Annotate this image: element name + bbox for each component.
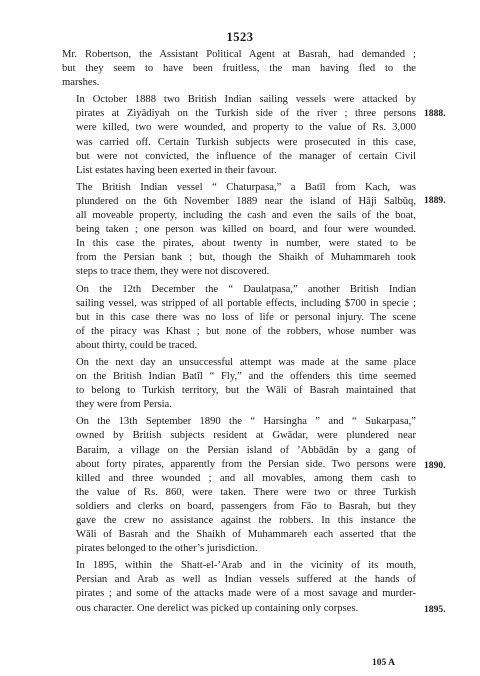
paragraph (62, 181, 416, 280)
page-number: 1523 (226, 30, 254, 44)
text-line: In 1895, within the Shatt-el-’Arab and in the vicinity of its mouth, (76, 560, 416, 572)
text-line: The British Indian vessel “ Chaturpasa,” a Batīl from Kach, was (76, 181, 416, 193)
text-line: to belong to Turkish territory, but the Wāli of Basrah maintained that (76, 385, 416, 397)
text-line: but were not convicted, the influence of the manager of certain Civil (76, 150, 416, 162)
text-line: In this case the pirates, about twenty in number, were stated to be (76, 238, 416, 250)
paragraph (62, 415, 416, 556)
text-line: List estates having been exerted in their favour. (76, 164, 277, 176)
text-line: On the 12th December the “ Daulatpasa,” another British Indian (76, 283, 416, 295)
text-line: on the British Indian Batīl “ Fly,” and the offenders this time seemed (76, 371, 416, 383)
text-line: Baraim, a village on the Persian island of ’Abbādān by a gang of (76, 444, 416, 456)
text-line: gave the crew no assistance against the robbers. In this instance the (76, 515, 416, 526)
paragraph (62, 283, 416, 353)
text-line: of the piracy was Khast ; but none of the robbers, whose number was (76, 325, 416, 337)
text-line: they were from Persia. (76, 399, 172, 411)
text-line: owned by British subjects resident at Gwādar, were plundered near (76, 430, 416, 442)
margin-year-note: 1895. (424, 604, 446, 615)
text-line: soldiers and clerks on board, passengers from Fāo to Basrah, but they (76, 500, 416, 512)
text-line: all moveable property, including the cash and even the sails of the boat, (76, 210, 416, 222)
text-line: ous character. One derelict was picked up containing only corpses. (76, 602, 359, 614)
text-line: killed and three wounded ; and all movables, among them cash to (76, 472, 416, 484)
text-line: On the 13th September 1890 the “ Harsingha ” and “ Sukarpasa,” (76, 416, 416, 428)
text-line: In October 1888 two British Indian sailing vessels were attacked by (76, 94, 416, 106)
text-line: steps to trace them, they were not discovered. (76, 266, 270, 278)
margin-year-note: 1888. (424, 108, 446, 119)
body-text (62, 48, 416, 619)
text-line: Mr. Robertson, the Assistant Political Agent at Basrah, had demanded ; (62, 49, 416, 60)
text-line: about forty pirates, apparently from the Persian side. Two persons were (76, 458, 416, 470)
text-line: plundered on the 6th November 1889 near the island of Hāji Salbūq, (76, 195, 416, 207)
text-line: being taken ; one person was killed on board, and four were wounded. (76, 224, 416, 236)
text-line: pirates belonged to the other’s jurisdiction. (76, 543, 258, 555)
text-line: sailing vessel, was stripped of all portable effects, including $700 in specie ; (76, 297, 416, 309)
margin-year-note: 1890. (424, 460, 446, 471)
paragraph (62, 93, 416, 178)
paragraph (62, 48, 416, 90)
text-line: was carried off. Certain Turkish subjects were prosecuted in this case, (76, 136, 416, 148)
text-line: about thirty, could be traced. (76, 339, 198, 351)
text-line: marshes. (62, 77, 100, 89)
text-line: from the Persian bank ; but, though the Shaikh of Muhammareh took (76, 252, 416, 264)
text-line: were killed, two were wounded, and property to the value of Rs. 3,000 (76, 122, 416, 134)
text-line: but they seem to have been fruitless, the man having fled to the (62, 63, 416, 75)
text-line: pirates ; and some of the attacks made were of a most savage and murder- (76, 588, 416, 600)
text-line: the value of Rs. 860, were taken. There were two or three Turkish (76, 486, 416, 498)
text-line: On the next day an unsuccessful attempt was made at the same place (76, 356, 416, 368)
paragraph (62, 559, 416, 615)
catchword: 105 A (372, 658, 395, 668)
text-line: pirates at Ziyādiyah on the Turkish side of the river ; three persons (76, 108, 416, 120)
text-line: Wāli of Basrah and the Shaikh of Muhammareh each asserted that the (76, 529, 416, 541)
text-line: but in this case there was no loss of life or personal injury. The scene (76, 311, 416, 323)
paragraph (62, 356, 416, 412)
margin-year-note: 1889. (424, 195, 446, 206)
text-line: Persian and Arab as well as Indian vessels suffered at the hands of (76, 574, 416, 586)
